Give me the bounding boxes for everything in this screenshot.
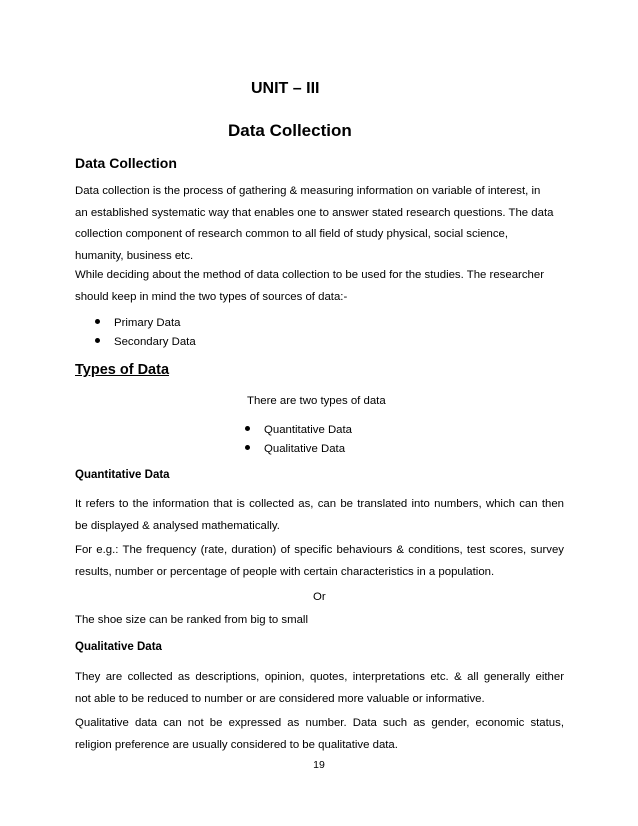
- bullet-icon: [245, 426, 250, 431]
- paragraph-line: collection component of research common to all field of study physical, social science,: [75, 228, 509, 240]
- paragraph-line: Data collection is the process of gathering & measuring information on variable of interest, in: [75, 185, 541, 197]
- types-bullet-list: [245, 421, 352, 459]
- quantitative-heading: Quantitative Data: [75, 469, 170, 481]
- paragraph-line: be displayed & analysed mathematically.: [75, 519, 280, 532]
- method-paragraph: [75, 265, 564, 308]
- paragraph-line: not able to be reduced to number or are considered more valuable or informative.: [75, 692, 485, 705]
- paragraph-line: Qualitative data can not be expressed as number. Data such as gender, economic status,: [75, 717, 564, 729]
- list-item: [95, 333, 196, 352]
- bullet-icon: [245, 445, 250, 450]
- section-heading-data-collection: Data Collection: [75, 155, 177, 171]
- data-collection-paragraph: [75, 181, 564, 267]
- list-item-label: Secondary Data: [114, 336, 196, 348]
- paragraph-line: They are collected as descriptions, opinion, quotes, interpretations etc. & all generally either: [75, 671, 564, 683]
- paragraph-line: While deciding about the method of data collection to be used for the studies. The researcher: [75, 269, 544, 281]
- qualitative-paragraph: [75, 667, 564, 710]
- quantitative-paragraph: [75, 494, 564, 537]
- bullet-icon: [95, 338, 100, 343]
- qualitative-expression-paragraph: [75, 713, 564, 756]
- paragraph-line: religion preference are usually considered to be qualitative data.: [75, 738, 398, 751]
- list-item: [245, 440, 352, 459]
- list-item-label: Qualitative Data: [264, 443, 346, 455]
- sources-bullet-list: [95, 314, 196, 352]
- list-item-label: Primary Data: [114, 317, 181, 329]
- list-item: [95, 314, 196, 333]
- list-item: [245, 421, 352, 440]
- paragraph-line: an established systematic way that enables one to answer stated research questions. The data: [75, 206, 554, 219]
- quantitative-example-paragraph: [75, 540, 564, 583]
- paragraph-line: humanity, business etc.: [75, 249, 194, 262]
- shoe-size-example: The shoe size can be ranked from big to small: [75, 614, 308, 626]
- qualitative-heading: Qualitative Data: [75, 641, 162, 653]
- or-text: Or: [313, 591, 326, 603]
- paragraph-line: For e.g.: The frequency (rate, duration) of specific behaviours & conditions, test scores, survey: [75, 544, 564, 556]
- list-item-label: Quantitative Data: [264, 424, 353, 436]
- page-number: 19: [313, 759, 325, 771]
- paragraph-line: It refers to the information that is collected as, can be translated into numbers, which can then: [75, 498, 564, 510]
- types-intro-text: There are two types of data: [247, 395, 386, 407]
- bullet-icon: [95, 319, 100, 324]
- paragraph-line: should keep in mind the two types of sources of data:-: [75, 290, 348, 303]
- section-heading-types-of-data: Types of Data: [75, 362, 170, 378]
- unit-label: UNIT – III: [251, 80, 320, 97]
- page-title: Data Collection: [228, 121, 352, 140]
- paragraph-line: results, number or percentage of people with certain characteristics in a population.: [75, 565, 495, 578]
